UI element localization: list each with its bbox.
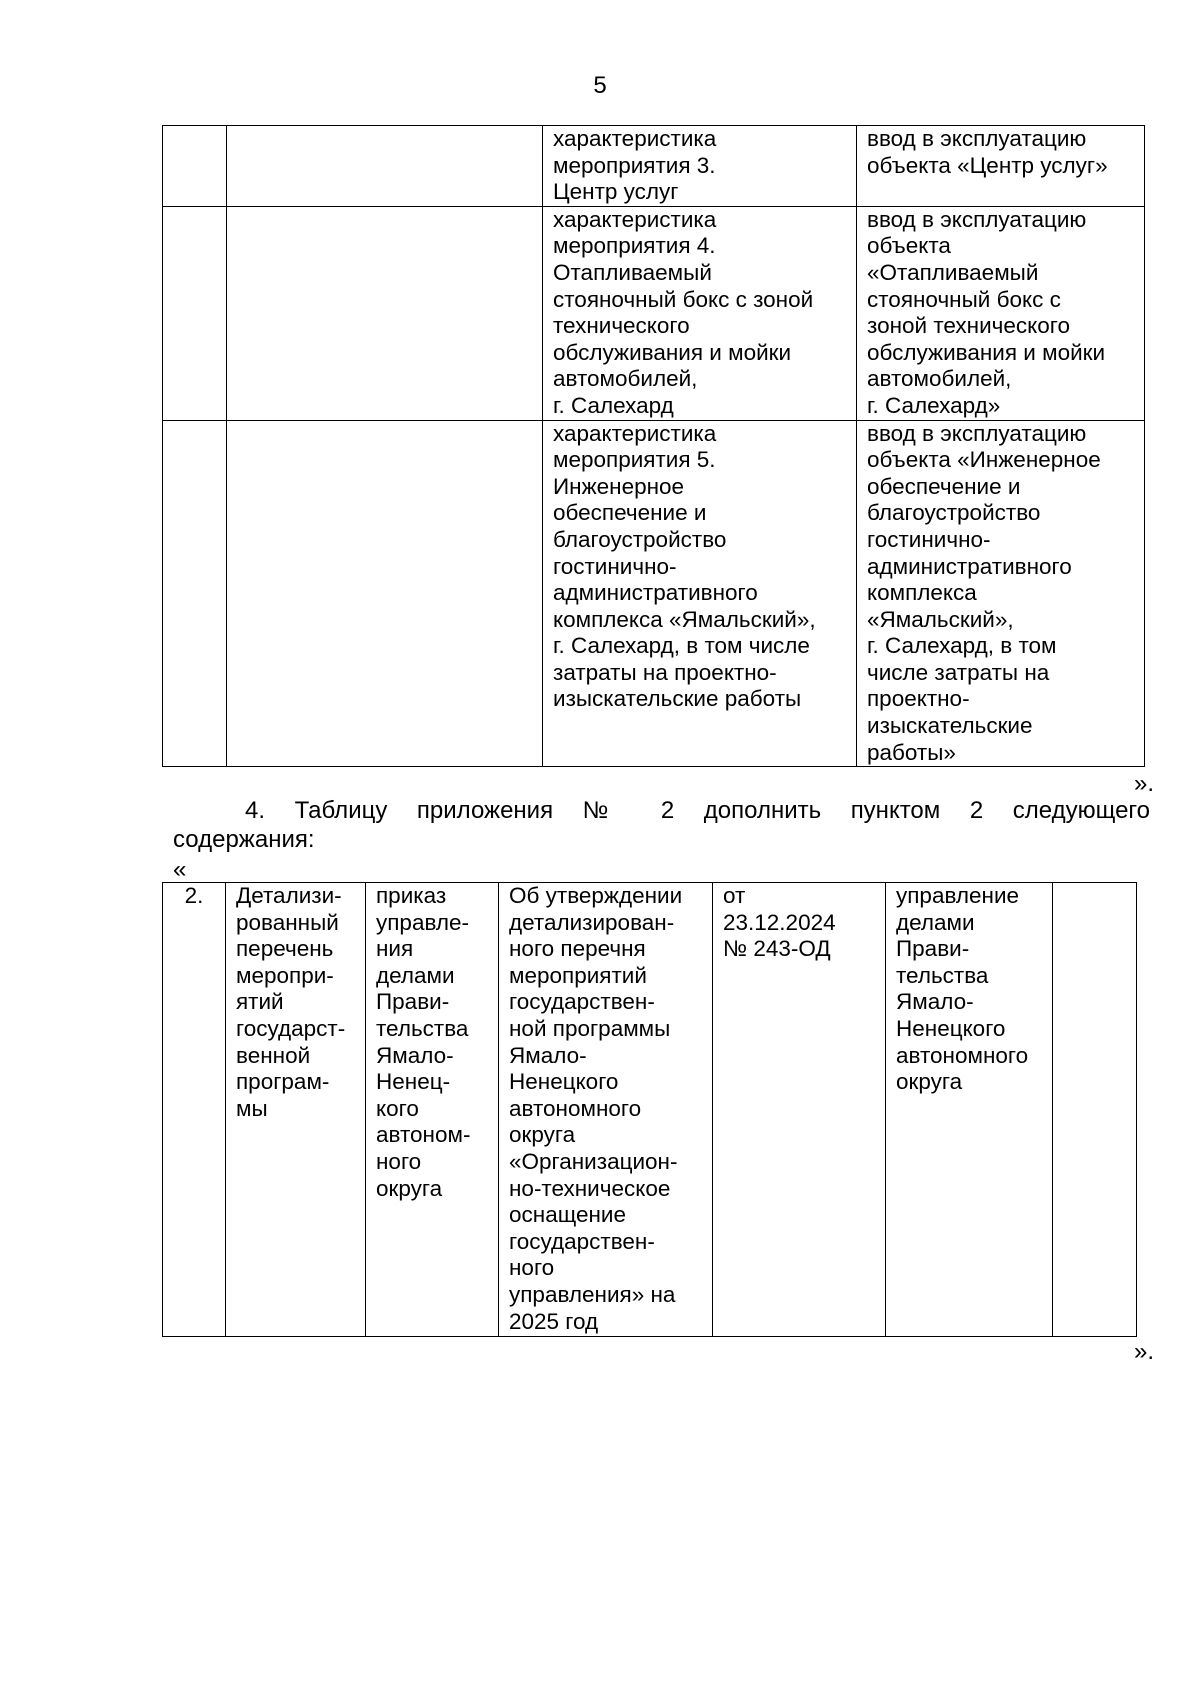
measure-result-cell	[857, 206, 1145, 420]
closing-quote: ».	[1133, 1338, 1154, 1365]
issuer-cell	[886, 883, 1053, 1337]
table-cell	[163, 420, 227, 767]
measure-result-cell	[857, 420, 1145, 767]
measures-table	[162, 125, 1145, 767]
document-type-cell	[366, 883, 499, 1337]
document-date-cell	[713, 883, 886, 1337]
table-cell	[227, 420, 543, 767]
table-row	[163, 883, 1137, 1337]
row-number: 2.	[184, 883, 204, 908]
closing-quote: ».	[1133, 770, 1154, 797]
measure-characteristic-cell	[543, 420, 857, 767]
table-row	[163, 126, 1145, 207]
document-title: Об утверждении детализирован- ного перечня мероприятий государствен- ной программы Ямало- Ненецкого автономного округа «Организацион- но-техническое оснащение государствен- ного управления» на 2025 год	[509, 883, 683, 1334]
page-number: 5	[593, 72, 607, 99]
table-cell	[227, 126, 543, 207]
amendment-paragraph-line2: содержания:	[173, 826, 315, 853]
measure-characteristic: характеристика мероприятия 5. Инженерное обеспечение и благоустройство гостинично- административного комплекса «Ямальский», г. Салехард, в том числе затраты на проектно- изыскательские работы	[553, 420, 816, 712]
document-name-cell	[226, 883, 366, 1337]
measure-characteristic: характеристика мероприятия 4. Отапливаемый стояночный бокс с зоной технического обслуживания и мойки автомобилей, г. Салехард	[553, 206, 814, 418]
measure-result: ввод в эксплуатацию объекта «Центр услуг»	[867, 126, 1108, 178]
measure-result-cell	[857, 126, 1145, 207]
document-name: Детализи- рованный перечень меропри- ятий государст- венной програм- мы	[236, 883, 346, 1121]
measure-result: ввод в эксплуатацию объекта «Отапливаемый стояночный бокс с зоной технического обслуживания и мойки автомобилей, г. Салехард»	[867, 206, 1106, 418]
table-cell	[1053, 883, 1137, 1337]
amendment-paragraph-line1: 4. Таблицу приложения № 2 дополнить пунктом 2 следующего	[245, 797, 1150, 824]
table-row	[163, 206, 1145, 420]
document-issuer: управление делами Прави- тельства Ямало- Ненецкого автономного округа	[896, 883, 1029, 1095]
row-number-cell	[163, 883, 226, 1337]
open-quote: «	[173, 856, 187, 883]
table-cell	[163, 206, 227, 420]
document-title-cell	[499, 883, 713, 1337]
table-cell	[227, 206, 543, 420]
measure-characteristic: характеристика мероприятия 3. Центр услуг	[553, 126, 717, 205]
measure-characteristic-cell	[543, 126, 857, 207]
table-cell	[163, 126, 227, 207]
document-type: приказ управле- ния делами Прави- тельства Ямало- Ненец- кого автоном- ного округа	[376, 883, 471, 1201]
documents-table	[162, 882, 1137, 1337]
measure-characteristic-cell	[543, 206, 857, 420]
measure-result: ввод в эксплуатацию объекта «Инженерное обеспечение и благоустройство гостинично- административного комплекса «Ямальский», г. Салехард, в том числе затраты на проектно- изыскательские работы»	[867, 420, 1101, 765]
table-row	[163, 420, 1145, 767]
document-date-number: от 23.12.2024 № 243-ОД	[723, 883, 836, 962]
